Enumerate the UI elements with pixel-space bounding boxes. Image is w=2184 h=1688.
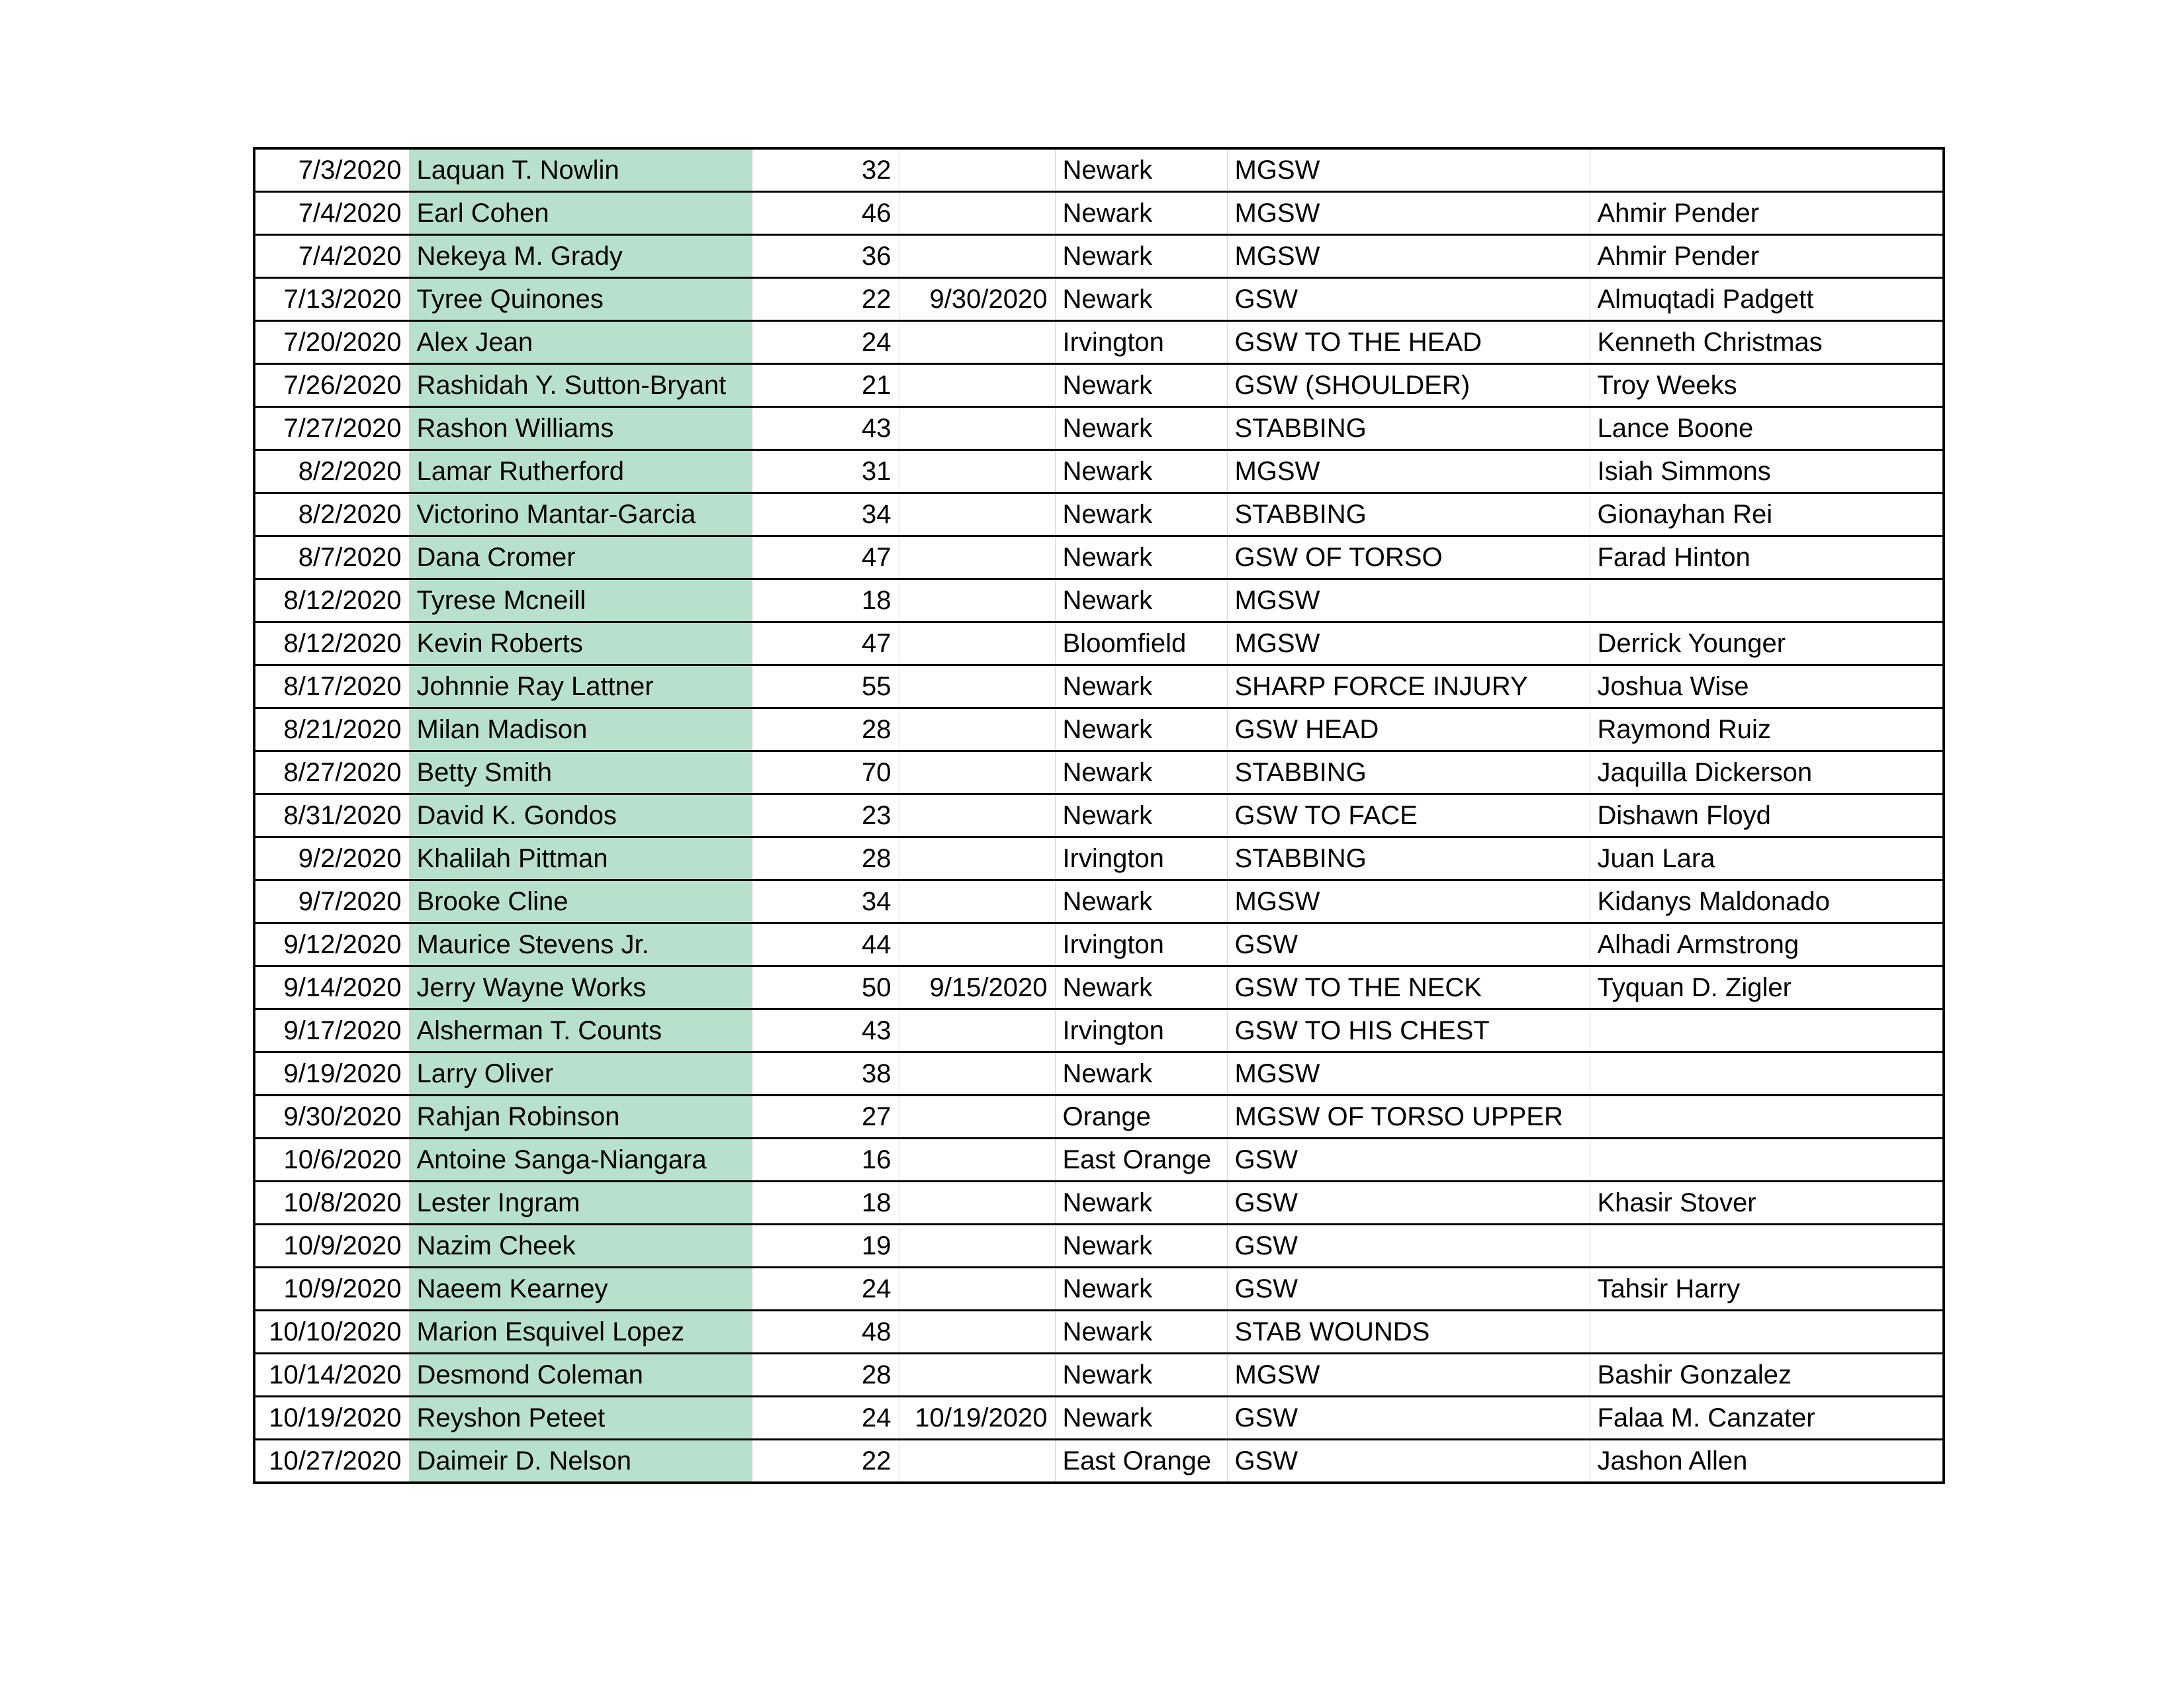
municipality-cell: Newark <box>1055 536 1227 579</box>
victim-age-cell: 48 <box>752 1311 899 1354</box>
table-row <box>254 235 1944 278</box>
cause-of-death-cell: MGSW <box>1227 148 1590 192</box>
secondary-date-cell: 10/19/2020 <box>899 1397 1055 1440</box>
victim-age-cell: 22 <box>752 1440 899 1483</box>
victim-name-cell: Nazim Cheek <box>409 1225 752 1268</box>
table-row <box>254 1354 1944 1397</box>
cause-of-death-cell: MGSW <box>1227 450 1590 493</box>
spreadsheet-page <box>253 147 1942 1484</box>
table-row <box>254 1440 1944 1483</box>
secondary-date-cell <box>899 1182 1055 1225</box>
incident-date-cell: 8/27/2020 <box>254 751 409 794</box>
table-row <box>254 1096 1944 1139</box>
cause-of-death-cell: MGSW <box>1227 880 1590 923</box>
suspect-name-cell: Tahsir Harry <box>1590 1268 1944 1311</box>
municipality-cell: East Orange <box>1055 1440 1227 1483</box>
secondary-date-cell <box>899 665 1055 708</box>
victim-name-cell: Dana Cromer <box>409 536 752 579</box>
suspect-name-cell <box>1590 1096 1944 1139</box>
secondary-date-cell <box>899 794 1055 837</box>
incident-date-cell: 7/27/2020 <box>254 407 409 450</box>
victim-age-cell: 28 <box>752 837 899 880</box>
secondary-date-cell <box>899 493 1055 536</box>
incident-date-cell: 7/20/2020 <box>254 321 409 364</box>
municipality-cell: Newark <box>1055 1268 1227 1311</box>
victim-name-cell: David K. Gondos <box>409 794 752 837</box>
suspect-name-cell: Derrick Younger <box>1590 622 1944 665</box>
victim-age-cell: 44 <box>752 923 899 966</box>
table-body <box>254 148 1944 1483</box>
victim-age-cell: 18 <box>752 579 899 622</box>
victim-age-cell: 28 <box>752 1354 899 1397</box>
suspect-name-cell: Jaquilla Dickerson <box>1590 751 1944 794</box>
municipality-cell: Newark <box>1055 1354 1227 1397</box>
table-row <box>254 450 1944 493</box>
victim-name-cell: Kevin Roberts <box>409 622 752 665</box>
secondary-date-cell <box>899 837 1055 880</box>
victim-age-cell: 55 <box>752 665 899 708</box>
suspect-name-cell <box>1590 1009 1944 1053</box>
suspect-name-cell: Troy Weeks <box>1590 364 1944 407</box>
municipality-cell: Irvington <box>1055 837 1227 880</box>
table-row <box>254 1225 1944 1268</box>
secondary-date-cell: 9/15/2020 <box>899 966 1055 1009</box>
table-row <box>254 751 1944 794</box>
cause-of-death-cell: MGSW OF TORSO UPPER <box>1227 1096 1590 1139</box>
suspect-name-cell: Gionayhan Rei <box>1590 493 1944 536</box>
incident-date-cell: 8/2/2020 <box>254 493 409 536</box>
victim-age-cell: 19 <box>752 1225 899 1268</box>
cause-of-death-cell: MGSW <box>1227 1053 1590 1096</box>
incident-date-cell: 7/13/2020 <box>254 278 409 321</box>
cause-of-death-cell: GSW <box>1227 1225 1590 1268</box>
suspect-name-cell: Isiah Simmons <box>1590 450 1944 493</box>
cause-of-death-cell: GSW <box>1227 1139 1590 1182</box>
victim-name-cell: Laquan T. Nowlin <box>409 148 752 192</box>
secondary-date-cell <box>899 1053 1055 1096</box>
municipality-cell: Newark <box>1055 665 1227 708</box>
incident-date-cell: 9/19/2020 <box>254 1053 409 1096</box>
victim-age-cell: 16 <box>752 1139 899 1182</box>
suspect-name-cell: Lance Boone <box>1590 407 1944 450</box>
victim-name-cell: Betty Smith <box>409 751 752 794</box>
cause-of-death-cell: STABBING <box>1227 407 1590 450</box>
victim-name-cell: Khalilah Pittman <box>409 837 752 880</box>
suspect-name-cell: Falaa M. Canzater <box>1590 1397 1944 1440</box>
table-row <box>254 493 1944 536</box>
table-row <box>254 1311 1944 1354</box>
table-row <box>254 536 1944 579</box>
municipality-cell: Bloomfield <box>1055 622 1227 665</box>
incident-date-cell: 7/4/2020 <box>254 235 409 278</box>
secondary-date-cell <box>899 579 1055 622</box>
table-row <box>254 192 1944 235</box>
victim-name-cell: Maurice Stevens Jr. <box>409 923 752 966</box>
table-row <box>254 923 1944 966</box>
suspect-name-cell: Khasir Stover <box>1590 1182 1944 1225</box>
municipality-cell: Newark <box>1055 450 1227 493</box>
victim-age-cell: 34 <box>752 493 899 536</box>
victim-name-cell: Victorino Mantar-Garcia <box>409 493 752 536</box>
cause-of-death-cell: MGSW <box>1227 622 1590 665</box>
cause-of-death-cell: GSW HEAD <box>1227 708 1590 751</box>
suspect-name-cell: Juan Lara <box>1590 837 1944 880</box>
municipality-cell: Newark <box>1055 148 1227 192</box>
municipality-cell: Newark <box>1055 1397 1227 1440</box>
secondary-date-cell <box>899 235 1055 278</box>
secondary-date-cell <box>899 192 1055 235</box>
secondary-date-cell <box>899 708 1055 751</box>
incident-date-cell: 10/19/2020 <box>254 1397 409 1440</box>
victim-age-cell: 21 <box>752 364 899 407</box>
secondary-date-cell <box>899 1096 1055 1139</box>
cause-of-death-cell: MGSW <box>1227 192 1590 235</box>
victim-name-cell: Naeem Kearney <box>409 1268 752 1311</box>
victim-name-cell: Jerry Wayne Works <box>409 966 752 1009</box>
table-row <box>254 1009 1944 1053</box>
secondary-date-cell <box>899 1354 1055 1397</box>
victim-name-cell: Desmond Coleman <box>409 1354 752 1397</box>
victim-name-cell: Johnnie Ray Lattner <box>409 665 752 708</box>
victim-name-cell: Alex Jean <box>409 321 752 364</box>
incident-date-cell: 9/12/2020 <box>254 923 409 966</box>
suspect-name-cell: Ahmir Pender <box>1590 192 1944 235</box>
suspect-name-cell <box>1590 1225 1944 1268</box>
table-row <box>254 321 1944 364</box>
suspect-name-cell: Jashon Allen <box>1590 1440 1944 1483</box>
cause-of-death-cell: GSW <box>1227 1268 1590 1311</box>
table-row <box>254 837 1944 880</box>
suspect-name-cell: Raymond Ruiz <box>1590 708 1944 751</box>
suspect-name-cell: Joshua Wise <box>1590 665 1944 708</box>
victim-age-cell: 22 <box>752 278 899 321</box>
municipality-cell: Newark <box>1055 1053 1227 1096</box>
suspect-name-cell: Ahmir Pender <box>1590 235 1944 278</box>
victim-age-cell: 24 <box>752 1397 899 1440</box>
victim-name-cell: Tyree Quinones <box>409 278 752 321</box>
incident-date-cell: 9/7/2020 <box>254 880 409 923</box>
incident-date-cell: 7/3/2020 <box>254 148 409 192</box>
incident-date-cell: 10/6/2020 <box>254 1139 409 1182</box>
cause-of-death-cell: GSW <box>1227 1182 1590 1225</box>
cause-of-death-cell: MGSW <box>1227 1354 1590 1397</box>
suspect-name-cell <box>1590 1311 1944 1354</box>
incident-date-cell: 7/4/2020 <box>254 192 409 235</box>
incident-date-cell: 8/12/2020 <box>254 622 409 665</box>
suspect-name-cell: Dishawn Floyd <box>1590 794 1944 837</box>
victim-age-cell: 32 <box>752 148 899 192</box>
municipality-cell: Newark <box>1055 966 1227 1009</box>
suspect-name-cell: Farad Hinton <box>1590 536 1944 579</box>
municipality-cell: Newark <box>1055 364 1227 407</box>
table-row <box>254 1139 1944 1182</box>
municipality-cell: Newark <box>1055 1182 1227 1225</box>
victim-name-cell: Marion Esquivel Lopez <box>409 1311 752 1354</box>
cause-of-death-cell: STABBING <box>1227 837 1590 880</box>
victim-age-cell: 31 <box>752 450 899 493</box>
municipality-cell: Newark <box>1055 1225 1227 1268</box>
table-row <box>254 407 1944 450</box>
cause-of-death-cell: GSW (SHOULDER) <box>1227 364 1590 407</box>
incident-date-cell: 7/26/2020 <box>254 364 409 407</box>
municipality-cell: Irvington <box>1055 1009 1227 1053</box>
victim-age-cell: 47 <box>752 536 899 579</box>
victim-age-cell: 47 <box>752 622 899 665</box>
victim-age-cell: 36 <box>752 235 899 278</box>
victim-name-cell: Alsherman T. Counts <box>409 1009 752 1053</box>
victim-age-cell: 38 <box>752 1053 899 1096</box>
incident-date-cell: 8/31/2020 <box>254 794 409 837</box>
victim-name-cell: Antoine Sanga-Niangara <box>409 1139 752 1182</box>
victim-name-cell: Nekeya M. Grady <box>409 235 752 278</box>
secondary-date-cell <box>899 1268 1055 1311</box>
secondary-date-cell <box>899 364 1055 407</box>
secondary-date-cell <box>899 1009 1055 1053</box>
secondary-date-cell <box>899 1440 1055 1483</box>
incident-date-cell: 10/9/2020 <box>254 1268 409 1311</box>
suspect-name-cell: Tyquan D. Zigler <box>1590 966 1944 1009</box>
municipality-cell: Newark <box>1055 235 1227 278</box>
incident-date-cell: 8/7/2020 <box>254 536 409 579</box>
secondary-date-cell <box>899 321 1055 364</box>
secondary-date-cell <box>899 751 1055 794</box>
suspect-name-cell: Alhadi Armstrong <box>1590 923 1944 966</box>
cause-of-death-cell: SHARP FORCE INJURY <box>1227 665 1590 708</box>
table-row <box>254 966 1944 1009</box>
secondary-date-cell <box>899 1311 1055 1354</box>
table-row <box>254 579 1944 622</box>
cause-of-death-cell: STABBING <box>1227 493 1590 536</box>
table-row <box>254 1397 1944 1440</box>
victim-name-cell: Rahjan Robinson <box>409 1096 752 1139</box>
municipality-cell: Newark <box>1055 794 1227 837</box>
incident-date-cell: 9/2/2020 <box>254 837 409 880</box>
secondary-date-cell <box>899 880 1055 923</box>
victim-age-cell: 18 <box>752 1182 899 1225</box>
municipality-cell: Newark <box>1055 192 1227 235</box>
secondary-date-cell <box>899 407 1055 450</box>
municipality-cell: Newark <box>1055 493 1227 536</box>
victim-name-cell: Brooke Cline <box>409 880 752 923</box>
cause-of-death-cell: GSW TO THE HEAD <box>1227 321 1590 364</box>
municipality-cell: Orange <box>1055 1096 1227 1139</box>
table-row <box>254 708 1944 751</box>
incident-date-cell: 9/14/2020 <box>254 966 409 1009</box>
municipality-cell: Newark <box>1055 1311 1227 1354</box>
table-row <box>254 364 1944 407</box>
municipality-cell: East Orange <box>1055 1139 1227 1182</box>
incident-date-cell: 9/17/2020 <box>254 1009 409 1053</box>
secondary-date-cell <box>899 536 1055 579</box>
municipality-cell: Newark <box>1055 579 1227 622</box>
table-row <box>254 622 1944 665</box>
cause-of-death-cell: STABBING <box>1227 751 1590 794</box>
municipality-cell: Newark <box>1055 708 1227 751</box>
cause-of-death-cell: GSW <box>1227 278 1590 321</box>
homicide-table <box>253 147 1945 1484</box>
suspect-name-cell: Almuqtadi Padgett <box>1590 278 1944 321</box>
suspect-name-cell <box>1590 148 1944 192</box>
municipality-cell: Newark <box>1055 880 1227 923</box>
cause-of-death-cell: STAB WOUNDS <box>1227 1311 1590 1354</box>
cause-of-death-cell: MGSW <box>1227 579 1590 622</box>
victim-name-cell: Lester Ingram <box>409 1182 752 1225</box>
suspect-name-cell: Kidanys Maldonado <box>1590 880 1944 923</box>
incident-date-cell: 8/17/2020 <box>254 665 409 708</box>
victim-age-cell: 43 <box>752 1009 899 1053</box>
cause-of-death-cell: GSW TO THE NECK <box>1227 966 1590 1009</box>
incident-date-cell: 10/9/2020 <box>254 1225 409 1268</box>
suspect-name-cell <box>1590 1053 1944 1096</box>
municipality-cell: Newark <box>1055 407 1227 450</box>
cause-of-death-cell: MGSW <box>1227 235 1590 278</box>
secondary-date-cell <box>899 148 1055 192</box>
victim-name-cell: Daimeir D. Nelson <box>409 1440 752 1483</box>
victim-age-cell: 70 <box>752 751 899 794</box>
victim-age-cell: 46 <box>752 192 899 235</box>
municipality-cell: Irvington <box>1055 321 1227 364</box>
municipality-cell: Newark <box>1055 278 1227 321</box>
table-row <box>254 278 1944 321</box>
suspect-name-cell <box>1590 1139 1944 1182</box>
incident-date-cell: 10/10/2020 <box>254 1311 409 1354</box>
victim-name-cell: Earl Cohen <box>409 192 752 235</box>
table-row <box>254 665 1944 708</box>
secondary-date-cell <box>899 1225 1055 1268</box>
secondary-date-cell: 9/30/2020 <box>899 278 1055 321</box>
victim-age-cell: 28 <box>752 708 899 751</box>
incident-date-cell: 9/30/2020 <box>254 1096 409 1139</box>
table-row <box>254 148 1944 192</box>
victim-name-cell: Rashon Williams <box>409 407 752 450</box>
table-row <box>254 1268 1944 1311</box>
victim-name-cell: Larry Oliver <box>409 1053 752 1096</box>
suspect-name-cell: Bashir Gonzalez <box>1590 1354 1944 1397</box>
victim-age-cell: 43 <box>752 407 899 450</box>
incident-date-cell: 10/8/2020 <box>254 1182 409 1225</box>
incident-date-cell: 10/27/2020 <box>254 1440 409 1483</box>
table-row <box>254 880 1944 923</box>
victim-age-cell: 27 <box>752 1096 899 1139</box>
victim-age-cell: 34 <box>752 880 899 923</box>
cause-of-death-cell: GSW <box>1227 1440 1590 1483</box>
table-row <box>254 1053 1944 1096</box>
incident-date-cell: 8/2/2020 <box>254 450 409 493</box>
victim-age-cell: 50 <box>752 966 899 1009</box>
cause-of-death-cell: GSW <box>1227 1397 1590 1440</box>
municipality-cell: Newark <box>1055 751 1227 794</box>
victim-age-cell: 24 <box>752 1268 899 1311</box>
victim-name-cell: Tyrese Mcneill <box>409 579 752 622</box>
victim-name-cell: Milan Madison <box>409 708 752 751</box>
victim-age-cell: 24 <box>752 321 899 364</box>
victim-name-cell: Reyshon Peteet <box>409 1397 752 1440</box>
secondary-date-cell <box>899 923 1055 966</box>
municipality-cell: Irvington <box>1055 923 1227 966</box>
secondary-date-cell <box>899 450 1055 493</box>
victim-age-cell: 23 <box>752 794 899 837</box>
cause-of-death-cell: GSW TO HIS CHEST <box>1227 1009 1590 1053</box>
victim-name-cell: Lamar Rutherford <box>409 450 752 493</box>
victim-name-cell: Rashidah Y. Sutton-Bryant <box>409 364 752 407</box>
incident-date-cell: 8/21/2020 <box>254 708 409 751</box>
secondary-date-cell <box>899 622 1055 665</box>
incident-date-cell: 10/14/2020 <box>254 1354 409 1397</box>
suspect-name-cell: Kenneth Christmas <box>1590 321 1944 364</box>
cause-of-death-cell: GSW <box>1227 923 1590 966</box>
cause-of-death-cell: GSW OF TORSO <box>1227 536 1590 579</box>
table-row <box>254 1182 1944 1225</box>
cause-of-death-cell: GSW TO FACE <box>1227 794 1590 837</box>
table-row <box>254 794 1944 837</box>
suspect-name-cell <box>1590 579 1944 622</box>
incident-date-cell: 8/12/2020 <box>254 579 409 622</box>
secondary-date-cell <box>899 1139 1055 1182</box>
